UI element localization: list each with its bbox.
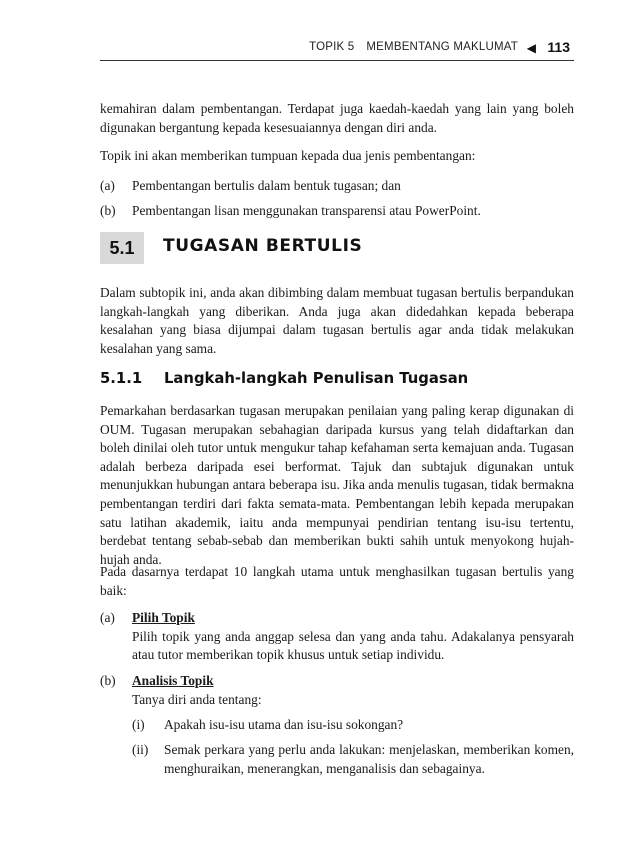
running-header [100,37,574,59]
list-item-text: Pembentangan lisan menggunakan transparensi atau PowerPoint. [132,203,481,218]
subsection-number: 5.1.1 [100,370,143,387]
header-title: MEMBENTANG MAKLUMAT [366,41,518,53]
header-topic: TOPIK 5 [309,41,355,53]
sub-step-label: (i) [132,717,145,732]
header-rule [100,60,574,61]
list-item-text: Pembentangan bertulis dalam bentuk tugasan; dan [132,178,401,193]
sub-step-label: (ii) [132,742,149,757]
section-number-box [100,232,144,264]
intro-continuation-paragraph: kemahiran dalam pembentangan. Terdapat juga kaedah-kaedah yang lain yang boleh digunakan bergantung kepada kesesuaiannya dengan diri anda. [100,101,574,135]
triangle-left-icon: ◀ [526,41,536,55]
step-heading: Pilih Topik [132,610,195,625]
page-number: 113 [547,39,570,55]
subsection-paragraph-2: Pada dasarnya terdapat 10 langkah utama untuk menghasilkan tugasan bertulis yang baik: [100,564,574,598]
subsection-paragraph-1: Pemarkahan berdasarkan tugasan merupakan penilaian yang paling kerap digunakan di OUM. Tugasan merupakan sebahagian daripada kursus yang telah didaftarkan dan boleh dinilai oleh tutor untuk mengukur tahap kefahaman serta kemajuan anda. Tugasan adalah berbeza daripada esei berformat. Tajuk dan subtajuk digunakan untuk menunjukkan hubungan antara beberapa isu. Jika anda menulis tugasan, tidak bermakna pembentangan terdiri dari fakta semata-mata. Pembentangan lebih kepada merupakan satu latihan akademik, iaitu anda mempunyai pendirian tentang isu-isu tertentu, berdebat tentang sebab-sebab dan memberikan bukti sahih untuk menyokong hujah-hujah anda. [100,403,574,567]
step-text: Tanya diri anda tentang: [132,691,262,707]
step-label: (a) [100,610,115,625]
subsection-title: Langkah-langkah Penulisan Tugasan [164,370,469,387]
list-item-label: (a) [100,178,115,193]
section-number: 5.1 [109,238,135,258]
intro-focus-paragraph: Topik ini akan memberikan tumpuan kepada dua jenis pembentangan: [100,148,476,163]
sub-step-text: Semak perkara yang perlu anda lakukan: menjelaskan, memberikan komen, menghuraikan, menerangkan, menganalisis dan sebagainya. [164,742,574,776]
step-text: Pilih topik yang anda anggap selesa dan yang anda tahu. Adakalanya pensyarah atau tutor memberikan topik khusus untuk setiap individu. [132,628,574,663]
sub-step-text: Apakah isu-isu utama dan isu-isu sokongan? [164,717,404,732]
section-paragraph: Dalam subtopik ini, anda akan dibimbing dalam membuat tugasan bertulis berpandukan langkah-langkah yang diberikan. Anda juga akan didedahkan kepada beberapa kesalahan yang biasa dijumpai dalam tugasan bertulis agar anda tidak melakukan kesalahan yang sama. [100,285,574,356]
step-label: (b) [100,673,116,688]
section-title: TUGASAN BERTULIS [163,236,363,256]
step-heading: Analisis Topik [132,673,214,688]
list-item-label: (b) [100,203,116,218]
